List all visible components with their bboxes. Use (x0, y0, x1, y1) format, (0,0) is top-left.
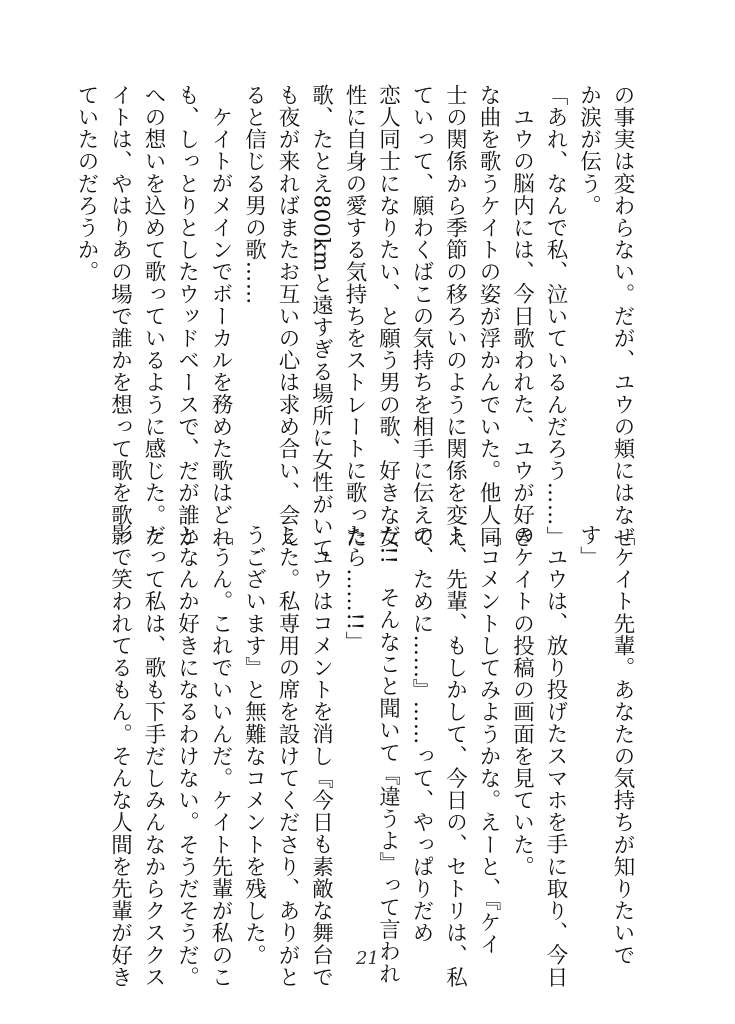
text-line: のケイトの投稿の画面を見ていた。 (509, 524, 535, 878)
text-line: ユウは、放り投げたスマホを手に取り、今日 (543, 546, 568, 988)
text-line: 影で笑われてるもん。そんな人間を先輩が好き (107, 524, 133, 989)
text-line: の、ために……』……って、やっぱりだめ (409, 524, 434, 944)
text-line: ケイトがメインでボーカルを務めた歌はどれ (208, 106, 233, 548)
text-line: だって私は、歌も下手だしみんなからクスクス (141, 524, 166, 989)
text-line: も夜が来ればまたお互いの心は求め合い、会え (275, 84, 300, 549)
text-line: した。私専用の席を設けてくださり、ありがと (275, 524, 300, 989)
text-line: への想いを込めて歌っているように感じた。ケ (141, 84, 166, 549)
text-line: 士の関係から季節の移ろいのように関係を変え (442, 84, 468, 549)
text-line: す」 (576, 524, 602, 569)
text-line: の事実は変わらない。だが、ユウの頬にはなぜ (610, 84, 635, 549)
text-line: か涙が伝う。 (576, 84, 602, 217)
upper-text-block (74, 84, 639, 560)
text-line: たら……!!」 (342, 524, 367, 653)
text-line: ると信じる男の歌…… (241, 84, 267, 305)
text-line: イトは、やはりあの場で誰かを想って歌を歌っ (107, 84, 133, 549)
text-line: 「ケイト先輩。あなたの気持ちが知りたいで (610, 524, 635, 966)
text-line: 「うん。これでいいんだ。ケイト先輩が私のこ (208, 524, 233, 989)
text-line: な曲を歌うケイトの姿が浮かんでいた。他人同 (476, 84, 501, 549)
text-line: も、しっとりとしたウッドベースで、だが誰か (174, 84, 200, 549)
text-line: 「コメントしてみようかな。えーと、『ケイ (476, 524, 501, 956)
text-line: ト、先輩、もしかして、今日の、セトリは、私 (442, 524, 468, 989)
text-line: 歌、たとえ800kmと遠すぎる場所に女性がいて (308, 84, 334, 560)
text-line: ユウはコメントを消し『今日も素敵な舞台で (308, 546, 334, 988)
text-line: うございます』と無難なコメントを残した。 (241, 524, 267, 966)
text-line: となんか好きになるわけない。そうだそうだ。 (174, 524, 200, 989)
text-line: 「あれ、なんで私、泣いているんだろう……」 (543, 84, 568, 549)
text-line: ユウの脳内には、今日歌われた、ユウが好き (509, 106, 535, 548)
text-line: ていって、願わくばこの気持ちを相手に伝えて (409, 84, 434, 549)
page-number: 21 (356, 948, 379, 969)
text-line: だ!! そんなこと聞いて『違うよ』って言われ (375, 524, 401, 985)
text-line: 恋人同士になりたい、と願う男の歌、好きな女 (375, 84, 401, 549)
text-line: ていたのだろうか。 (74, 84, 99, 283)
text-line: 性に自身の愛する気持ちをストレートに歌った (342, 84, 367, 549)
